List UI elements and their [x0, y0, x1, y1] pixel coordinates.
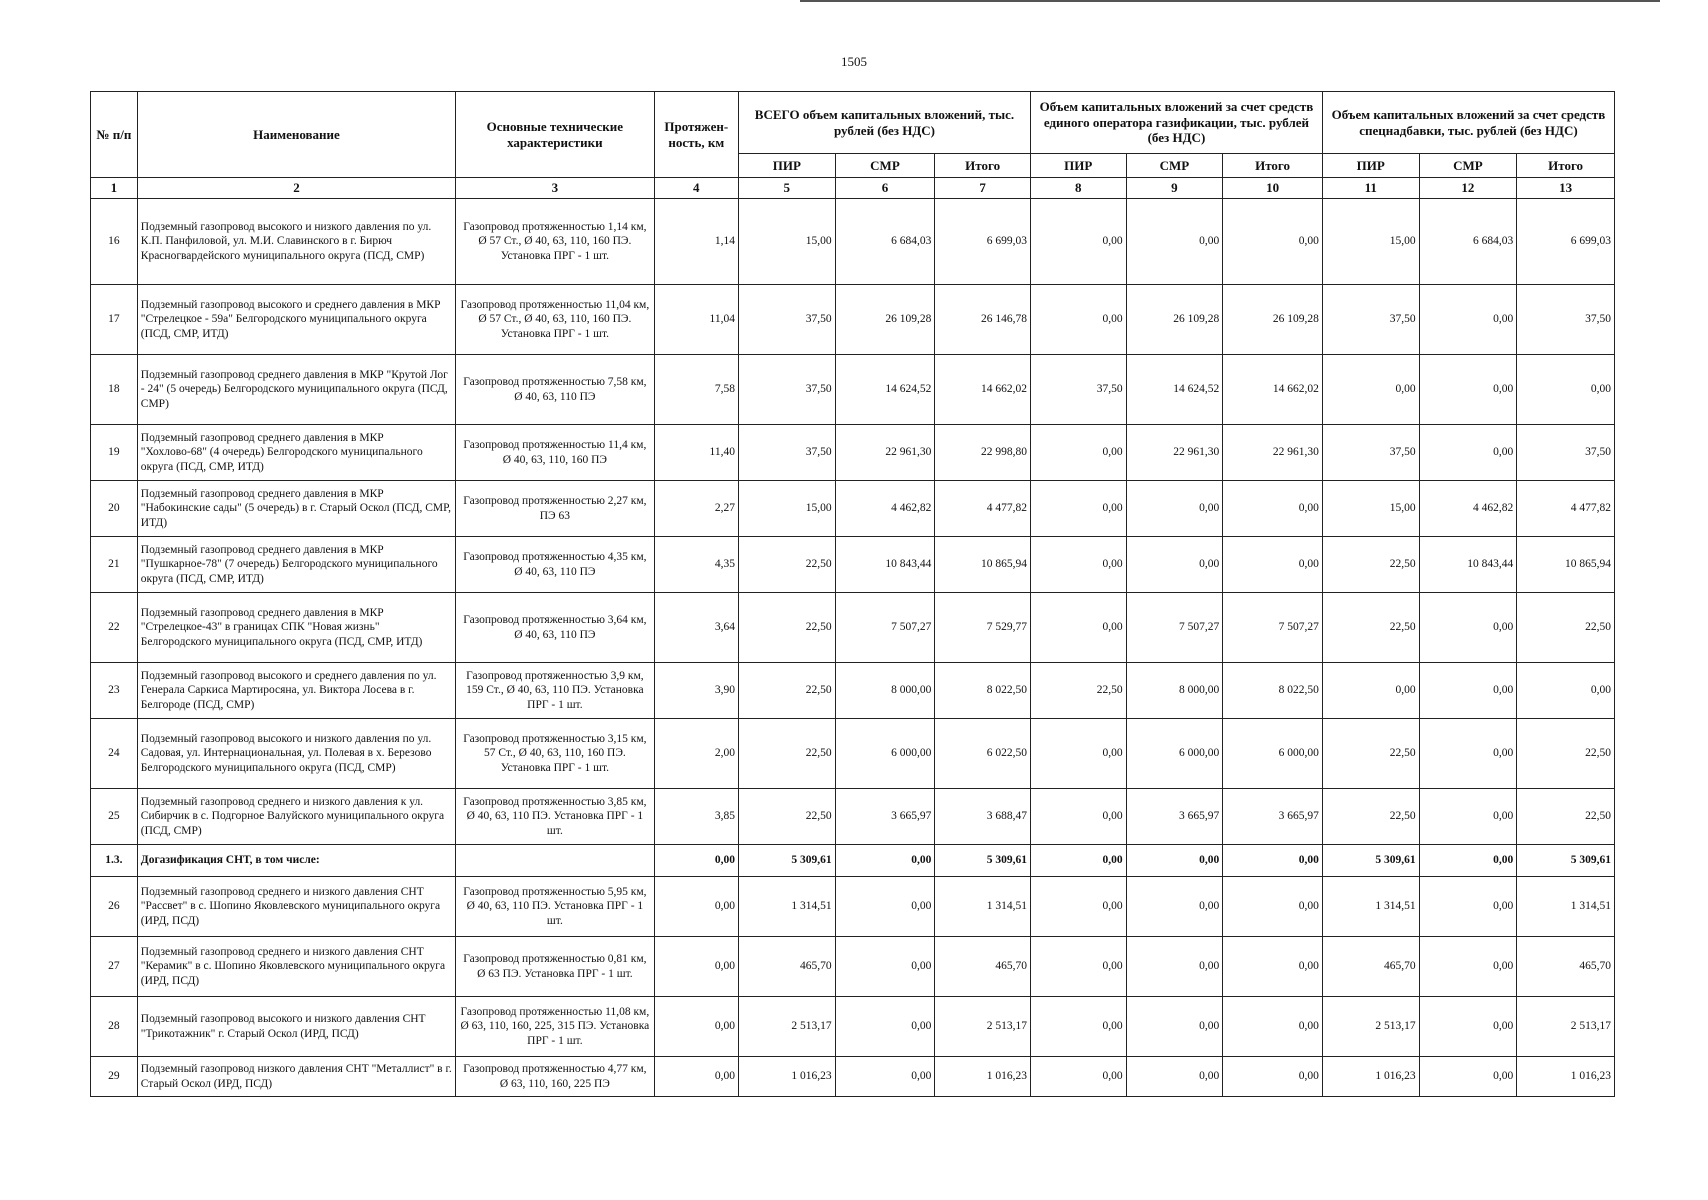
row-number: 21: [91, 537, 138, 593]
table-row: [91, 663, 1615, 719]
cell-total-smr: 0,00: [835, 997, 935, 1057]
cell-total-pir: 22,50: [738, 789, 835, 845]
cell-total-pir: 22,50: [738, 663, 835, 719]
row-tech: Газопровод протяженностью 4,77 км, Ø 63, 110, 160, 225 ПЭ: [456, 1057, 654, 1097]
cell-total-smr: 3 665,97: [835, 789, 935, 845]
table-row: [91, 537, 1615, 593]
page-number: 1505: [841, 54, 867, 69]
row-length: 7,58: [654, 355, 738, 425]
cell-special-pir: 15,00: [1322, 481, 1419, 537]
cell-operator-smr: 0,00: [1126, 937, 1223, 997]
row-tech: [456, 845, 654, 877]
row-name: Подземный газопровод среднего и низкого давления СНТ "Керамик" в с. Шопино Яковлевского муниципального округа (ИРД, ПСД): [137, 937, 455, 997]
col-index: 9: [1126, 178, 1223, 199]
table-row: [91, 425, 1615, 481]
cell-special-itogo: 465,70: [1517, 937, 1615, 997]
row-tech: Газопровод протяженностью 11,4 км, Ø 40, 63, 110, 160 ПЭ: [456, 425, 654, 481]
row-length: 3,90: [654, 663, 738, 719]
cell-special-pir: 1 314,51: [1322, 877, 1419, 937]
cell-operator-itogo: 14 662,02: [1223, 355, 1323, 425]
row-number: 1.3.: [91, 845, 138, 877]
cell-special-pir: 5 309,61: [1322, 845, 1419, 877]
cell-operator-smr: 3 665,97: [1126, 789, 1223, 845]
header-special-itogo: Итого: [1517, 154, 1615, 178]
cell-special-itogo: 10 865,94: [1517, 537, 1615, 593]
cell-special-itogo: 2 513,17: [1517, 997, 1615, 1057]
row-length: 11,04: [654, 285, 738, 355]
row-tech: Газопровод протяженностью 0,81 км, Ø 63 ПЭ. Установка ПРГ - 1 шт.: [456, 937, 654, 997]
header-length: Протяжен-ность, км: [654, 92, 738, 178]
cell-special-smr: 0,00: [1419, 997, 1517, 1057]
col-index: 11: [1322, 178, 1419, 199]
col-index: 5: [738, 178, 835, 199]
row-tech: Газопровод протяженностью 3,9 км, 159 Ст., Ø 40, 63, 110 ПЭ. Установка ПРГ - 1 шт.: [456, 663, 654, 719]
row-name: Подземный газопровод среднего и низкого давления к ул. Сибирчик в с. Подгорное Валуйского муниципального округа (ПСД, СМР): [137, 789, 455, 845]
row-name: Подземный газопровод среднего и низкого давления СНТ "Рассвет" в с. Шопино Яковлевского муниципального округа (ИРД, ПСД): [137, 877, 455, 937]
cell-special-itogo: 0,00: [1517, 663, 1615, 719]
cell-total-smr: 14 624,52: [835, 355, 935, 425]
cell-special-itogo: 37,50: [1517, 285, 1615, 355]
cell-operator-itogo: 0,00: [1223, 1057, 1323, 1097]
cell-operator-itogo: 3 665,97: [1223, 789, 1323, 845]
header-operator-itogo: Итого: [1223, 154, 1323, 178]
header-total-itogo: Итого: [935, 154, 1031, 178]
cell-total-pir: 37,50: [738, 285, 835, 355]
cell-total-smr: 10 843,44: [835, 537, 935, 593]
header-total-smr: СМР: [835, 154, 935, 178]
cell-special-smr: 0,00: [1419, 845, 1517, 877]
column-index-row: [91, 178, 1615, 199]
cell-special-smr: 0,00: [1419, 663, 1517, 719]
table-row: [91, 355, 1615, 425]
cell-operator-itogo: 26 109,28: [1223, 285, 1323, 355]
cell-operator-itogo: 0,00: [1223, 537, 1323, 593]
cell-total-smr: 22 961,30: [835, 425, 935, 481]
row-number: 20: [91, 481, 138, 537]
row-tech: Газопровод протяженностью 11,08 км, Ø 63, 110, 160, 225, 315 ПЭ. Установка ПРГ - 1 шт.: [456, 997, 654, 1057]
cell-total-pir: 5 309,61: [738, 845, 835, 877]
header-group-operator: Объем капитальных вложений за счет средств единого оператора газификации, тыс. рублей (без НДС): [1030, 92, 1322, 154]
cell-operator-smr: 14 624,52: [1126, 355, 1223, 425]
row-number: 24: [91, 719, 138, 789]
cell-total-itogo: 6 022,50: [935, 719, 1031, 789]
row-name: Подземный газопровод высокого и среднего давления в МКР "Стрелецкое - 59а" Белгородского муниципального округа (ПСД, СМР, ИТД): [137, 285, 455, 355]
cell-special-pir: 15,00: [1322, 199, 1419, 285]
table-row: [91, 481, 1615, 537]
cell-special-pir: 1 016,23: [1322, 1057, 1419, 1097]
header-group-special: Объем капитальных вложений за счет средств спецнадбавки, тыс. рублей (без НДС): [1322, 92, 1614, 154]
cell-total-smr: 4 462,82: [835, 481, 935, 537]
cell-special-pir: 0,00: [1322, 663, 1419, 719]
row-length: 0,00: [654, 937, 738, 997]
row-length: 1,14: [654, 199, 738, 285]
col-index: 2: [137, 178, 455, 199]
cell-operator-itogo: 6 000,00: [1223, 719, 1323, 789]
cell-operator-pir: 0,00: [1030, 997, 1126, 1057]
cell-operator-smr: 0,00: [1126, 199, 1223, 285]
cell-operator-pir: 0,00: [1030, 285, 1126, 355]
cell-operator-smr: 0,00: [1126, 845, 1223, 877]
cell-operator-pir: 37,50: [1030, 355, 1126, 425]
cell-special-itogo: 1 016,23: [1517, 1057, 1615, 1097]
row-name: Подземный газопровод высокого и низкого давления по ул. Садовая, ул. Интернациональная, ул. Полевая в х. Березово Белгородского муниципального округа (ПСД, СМР): [137, 719, 455, 789]
cell-operator-pir: 0,00: [1030, 877, 1126, 937]
cell-operator-smr: 0,00: [1126, 877, 1223, 937]
header-group-total: ВСЕГО объем капитальных вложений, тыс. рублей (без НДС): [738, 92, 1030, 154]
table-row: [91, 719, 1615, 789]
cell-total-pir: 22,50: [738, 537, 835, 593]
col-index: 8: [1030, 178, 1126, 199]
cell-operator-pir: 0,00: [1030, 937, 1126, 997]
cell-total-itogo: 3 688,47: [935, 789, 1031, 845]
cell-special-smr: 0,00: [1419, 285, 1517, 355]
row-number: 17: [91, 285, 138, 355]
cell-operator-itogo: 22 961,30: [1223, 425, 1323, 481]
row-tech: Газопровод протяженностью 2,27 км, ПЭ 63: [456, 481, 654, 537]
table-row: [91, 937, 1615, 997]
row-name: Подземный газопровод высокого и низкого давления СНТ "Трикотажник" г. Старый Оскол (ИРД, ПСД): [137, 997, 455, 1057]
cell-special-smr: 4 462,82: [1419, 481, 1517, 537]
col-index: 7: [935, 178, 1031, 199]
cell-special-smr: 0,00: [1419, 789, 1517, 845]
cell-special-pir: 465,70: [1322, 937, 1419, 997]
header-tech: Основные технические характеристики: [456, 92, 654, 178]
cell-total-pir: 22,50: [738, 719, 835, 789]
row-length: 2,27: [654, 481, 738, 537]
row-name: Подземный газопровод среднего давления в МКР "Набокинские сады" (5 очередь) в г. Старый Оскол (ПСД, СМР, ИТД): [137, 481, 455, 537]
cell-operator-itogo: 0,00: [1223, 997, 1323, 1057]
header-operator-pir: ПИР: [1030, 154, 1126, 178]
cell-total-itogo: 1 016,23: [935, 1057, 1031, 1097]
row-name: Подземный газопровод среднего давления в МКР "Стрелецкое-43" в границах СПК "Новая жизнь" Белгородского муниципального округа (ПСД, СМР, ИТД): [137, 593, 455, 663]
cell-operator-smr: 0,00: [1126, 997, 1223, 1057]
row-name: Подземный газопровод среднего давления в МКР "Крутой Лог - 24" (5 очередь) Белгородского муниципального округа (ПСД, СМР): [137, 355, 455, 425]
row-tech: Газопровод протяженностью 7,58 км, Ø 40, 63, 110 ПЭ: [456, 355, 654, 425]
cell-special-pir: 37,50: [1322, 285, 1419, 355]
cell-total-pir: 37,50: [738, 425, 835, 481]
section-row: [91, 845, 1615, 877]
header-total-pir: ПИР: [738, 154, 835, 178]
cell-special-smr: 0,00: [1419, 1057, 1517, 1097]
col-index: 13: [1517, 178, 1615, 199]
cell-total-pir: 15,00: [738, 481, 835, 537]
cell-total-smr: 6 000,00: [835, 719, 935, 789]
cell-operator-pir: 0,00: [1030, 719, 1126, 789]
row-number: 26: [91, 877, 138, 937]
header-name: Наименование: [137, 92, 455, 178]
cell-operator-smr: 8 000,00: [1126, 663, 1223, 719]
top-rule: [800, 0, 1660, 2]
cell-total-itogo: 8 022,50: [935, 663, 1031, 719]
table-row: [91, 877, 1615, 937]
cell-special-itogo: 1 314,51: [1517, 877, 1615, 937]
cell-special-pir: 22,50: [1322, 593, 1419, 663]
cell-total-itogo: 1 314,51: [935, 877, 1031, 937]
table-row: [91, 997, 1615, 1057]
table-row: [91, 789, 1615, 845]
col-index: 12: [1419, 178, 1517, 199]
cell-total-pir: 465,70: [738, 937, 835, 997]
header-num: № п/п: [91, 92, 138, 178]
cell-special-pir: 22,50: [1322, 537, 1419, 593]
cell-total-itogo: 26 146,78: [935, 285, 1031, 355]
row-number: 18: [91, 355, 138, 425]
row-number: 28: [91, 997, 138, 1057]
cell-total-smr: 8 000,00: [835, 663, 935, 719]
col-index: 6: [835, 178, 935, 199]
capital-investment-table: [90, 91, 1615, 1097]
cell-special-itogo: 22,50: [1517, 719, 1615, 789]
cell-operator-pir: 22,50: [1030, 663, 1126, 719]
row-number: 22: [91, 593, 138, 663]
row-length: 3,64: [654, 593, 738, 663]
table-row: [91, 199, 1615, 285]
cell-special-pir: 2 513,17: [1322, 997, 1419, 1057]
header-special-pir: ПИР: [1322, 154, 1419, 178]
row-length: 0,00: [654, 997, 738, 1057]
table-row: [91, 593, 1615, 663]
cell-total-pir: 15,00: [738, 199, 835, 285]
cell-special-smr: 0,00: [1419, 937, 1517, 997]
cell-total-pir: 1 016,23: [738, 1057, 835, 1097]
cell-total-smr: 0,00: [835, 877, 935, 937]
cell-total-smr: 0,00: [835, 845, 935, 877]
row-length: 2,00: [654, 719, 738, 789]
row-tech: Газопровод протяженностью 1,14 км, Ø 57 Ст., Ø 40, 63, 110, 160 ПЭ. Установка ПРГ - 1 шт.: [456, 199, 654, 285]
row-tech: Газопровод протяженностью 4,35 км, Ø 40, 63, 110 ПЭ: [456, 537, 654, 593]
cell-total-smr: 26 109,28: [835, 285, 935, 355]
cell-total-itogo: 22 998,80: [935, 425, 1031, 481]
cell-operator-smr: 0,00: [1126, 481, 1223, 537]
row-number: 25: [91, 789, 138, 845]
cell-operator-itogo: 0,00: [1223, 199, 1323, 285]
cell-total-itogo: 14 662,02: [935, 355, 1031, 425]
cell-operator-itogo: 0,00: [1223, 937, 1323, 997]
cell-operator-smr: 7 507,27: [1126, 593, 1223, 663]
header-operator-smr: СМР: [1126, 154, 1223, 178]
cell-operator-pir: 0,00: [1030, 199, 1126, 285]
col-index: 4: [654, 178, 738, 199]
cell-special-itogo: 6 699,03: [1517, 199, 1615, 285]
row-tech: Газопровод протяженностью 11,04 км, Ø 57 Ст., Ø 40, 63, 110, 160 ПЭ. Установка ПРГ - 1 шт.: [456, 285, 654, 355]
cell-operator-itogo: 7 507,27: [1223, 593, 1323, 663]
cell-total-smr: 7 507,27: [835, 593, 935, 663]
row-name: Подземный газопровод высокого и низкого давления по ул. К.П. Панфиловой, ул. М.И. Славинского в г. Бирюч Красногвардейского муниципального округа (ПСД, СМР): [137, 199, 455, 285]
cell-special-smr: 0,00: [1419, 719, 1517, 789]
cell-special-itogo: 0,00: [1517, 355, 1615, 425]
row-number: 27: [91, 937, 138, 997]
cell-total-pir: 2 513,17: [738, 997, 835, 1057]
cell-special-pir: 0,00: [1322, 355, 1419, 425]
cell-total-itogo: 4 477,82: [935, 481, 1031, 537]
row-length: 0,00: [654, 877, 738, 937]
cell-operator-itogo: 0,00: [1223, 877, 1323, 937]
row-length: 3,85: [654, 789, 738, 845]
cell-operator-smr: 6 000,00: [1126, 719, 1223, 789]
cell-operator-pir: 0,00: [1030, 537, 1126, 593]
row-name: Подземный газопровод высокого и среднего давления по ул. Генерала Саркиса Мартиросяна, ул. Виктора Лосева в г. Белгороде (ПСД, СМР): [137, 663, 455, 719]
row-number: 23: [91, 663, 138, 719]
row-length: 11,40: [654, 425, 738, 481]
cell-total-itogo: 2 513,17: [935, 997, 1031, 1057]
col-index: 10: [1223, 178, 1323, 199]
cell-operator-pir: 0,00: [1030, 1057, 1126, 1097]
row-name: Догазификация СНТ, в том числе:: [137, 845, 455, 877]
row-tech: Газопровод протяженностью 3,64 км, Ø 40, 63, 110 ПЭ: [456, 593, 654, 663]
cell-total-itogo: 465,70: [935, 937, 1031, 997]
cell-special-itogo: 5 309,61: [1517, 845, 1615, 877]
cell-total-smr: 0,00: [835, 937, 935, 997]
cell-operator-itogo: 0,00: [1223, 845, 1323, 877]
cell-special-itogo: 22,50: [1517, 789, 1615, 845]
cell-operator-smr: 22 961,30: [1126, 425, 1223, 481]
cell-total-smr: 6 684,03: [835, 199, 935, 285]
row-tech: Газопровод протяженностью 3,15 км, 57 Ст., Ø 40, 63, 110, 160 ПЭ. Установка ПРГ - 1 шт.: [456, 719, 654, 789]
col-index: 3: [456, 178, 654, 199]
cell-special-smr: 0,00: [1419, 425, 1517, 481]
cell-operator-pir: 0,00: [1030, 789, 1126, 845]
header-special-smr: СМР: [1419, 154, 1517, 178]
cell-special-smr: 0,00: [1419, 593, 1517, 663]
cell-special-smr: 0,00: [1419, 877, 1517, 937]
row-tech: Газопровод протяженностью 3,85 км, Ø 40, 63, 110 ПЭ. Установка ПРГ - 1 шт.: [456, 789, 654, 845]
row-number: 19: [91, 425, 138, 481]
cell-operator-itogo: 0,00: [1223, 481, 1323, 537]
cell-total-itogo: 5 309,61: [935, 845, 1031, 877]
cell-special-pir: 37,50: [1322, 425, 1419, 481]
cell-special-itogo: 4 477,82: [1517, 481, 1615, 537]
col-index: 1: [91, 178, 138, 199]
cell-total-smr: 0,00: [835, 1057, 935, 1097]
cell-operator-smr: 0,00: [1126, 537, 1223, 593]
cell-special-smr: 6 684,03: [1419, 199, 1517, 285]
row-name: Подземный газопровод среднего давления в МКР "Хохлово-68" (4 очередь) Белгородского муниципального округа (ПСД, СМР, ИТД): [137, 425, 455, 481]
cell-special-itogo: 22,50: [1517, 593, 1615, 663]
cell-special-smr: 0,00: [1419, 355, 1517, 425]
cell-special-pir: 22,50: [1322, 789, 1419, 845]
cell-operator-itogo: 8 022,50: [1223, 663, 1323, 719]
row-length: 0,00: [654, 845, 738, 877]
cell-operator-pir: 0,00: [1030, 481, 1126, 537]
cell-total-itogo: 6 699,03: [935, 199, 1031, 285]
table-row: [91, 285, 1615, 355]
row-number: 29: [91, 1057, 138, 1097]
table-row: [91, 1057, 1615, 1097]
cell-operator-smr: 0,00: [1126, 1057, 1223, 1097]
row-name: Подземный газопровод низкого давления СНТ "Металлист" в г. Старый Оскол (ИРД, ПСД): [137, 1057, 455, 1097]
row-name: Подземный газопровод среднего давления в МКР "Пушкарное-78" (7 очередь) Белгородского муниципального округа (ПСД, СМР, ИТД): [137, 537, 455, 593]
cell-special-itogo: 37,50: [1517, 425, 1615, 481]
cell-operator-pir: 0,00: [1030, 845, 1126, 877]
row-length: 4,35: [654, 537, 738, 593]
row-number: 16: [91, 199, 138, 285]
cell-total-pir: 22,50: [738, 593, 835, 663]
cell-total-itogo: 10 865,94: [935, 537, 1031, 593]
cell-total-pir: 1 314,51: [738, 877, 835, 937]
cell-total-pir: 37,50: [738, 355, 835, 425]
cell-operator-pir: 0,00: [1030, 425, 1126, 481]
row-tech: Газопровод протяженностью 5,95 км, Ø 40, 63, 110 ПЭ. Установка ПРГ - 1 шт.: [456, 877, 654, 937]
cell-special-pir: 22,50: [1322, 719, 1419, 789]
row-length: 0,00: [654, 1057, 738, 1097]
cell-total-itogo: 7 529,77: [935, 593, 1031, 663]
cell-special-smr: 10 843,44: [1419, 537, 1517, 593]
cell-operator-pir: 0,00: [1030, 593, 1126, 663]
cell-operator-smr: 26 109,28: [1126, 285, 1223, 355]
